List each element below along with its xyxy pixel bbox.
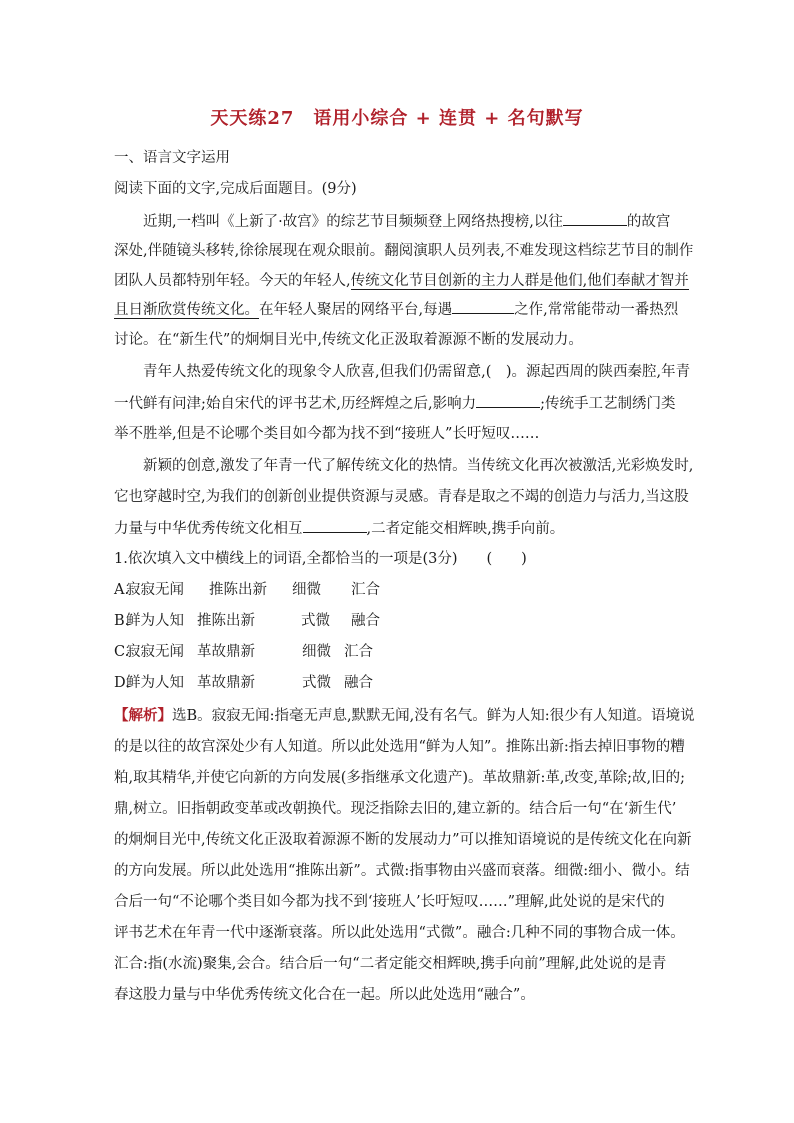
option-word: 寂寂无闻 bbox=[126, 644, 184, 660]
option-b bbox=[114, 611, 380, 631]
underlined-sentence: 且日渐欣赏传统文化。 bbox=[114, 302, 259, 318]
analysis-line: 的方向发展。所以此处选用“推陈出新”。式微:指事物由兴盛而衰落。细微:细小、微小。结 bbox=[114, 863, 690, 879]
instruction: 阅读下面的文字,完成后面题目。(9分) bbox=[114, 181, 357, 197]
option-word: 式微 bbox=[301, 613, 330, 629]
blank-line bbox=[476, 393, 540, 408]
option-word: 鲜为人知 bbox=[126, 675, 184, 691]
option-word: 推陈出新 bbox=[209, 582, 267, 598]
analysis-line: 鼎,树立。旧指朝政变革或改朝换代。现泛指除去旧的,建立新的。结合后一句“在‘新生代’ bbox=[114, 801, 677, 817]
analysis-line: 的炯炯目光中,传统文化正汲取着源源不断的发展动力”可以推知语境说的是传统文化在向新 bbox=[114, 832, 692, 848]
option-word: 融合 bbox=[344, 675, 373, 691]
option-c bbox=[114, 642, 373, 662]
analysis-line: 汇合:指(水流)聚集,会合。结合后一句“二者定能交相辉映,携手向前”理解,此处说的是青 bbox=[114, 956, 667, 972]
option-word: 推陈出新 bbox=[197, 613, 255, 629]
text-segment: 团队人员都特别年轻。今天的年轻人, bbox=[114, 273, 351, 289]
text-segment: ;传统手工艺制绣门类 bbox=[540, 396, 676, 412]
option-label: D. bbox=[114, 675, 130, 691]
option-a bbox=[114, 580, 380, 600]
passage-line: 青年人热爱传统文化的现象令人欣喜,但我们仍需留意,( )。源起西周的陕西秦腔,年青 bbox=[143, 364, 691, 380]
text-segment: 之作,常常能带动一番热烈 bbox=[514, 302, 679, 318]
passage-line: 举不胜举,但是不论哪个类目如今都为找不到“接班人”长吁短叹…… bbox=[114, 426, 540, 442]
text-segment: 选B。寂寂无闻:指毫无声息,默默无闻,没有名气。鲜为人知:很少有人知道。语境说 bbox=[172, 708, 695, 724]
option-word: 汇合 bbox=[344, 644, 373, 660]
question-stem: 1.依次填入文中横线上的词语,全都恰当的一项是(3分) ( ) bbox=[114, 551, 527, 567]
option-word: 细微 bbox=[292, 582, 321, 598]
analysis-line: 粕,取其精华,并使它向新的方向发展(多指继承文化遗产)。革故鼎新:革,改变,革除;故,旧的; bbox=[114, 770, 686, 786]
passage-line bbox=[114, 271, 689, 291]
blank-line bbox=[303, 518, 367, 533]
analysis-line: 评书艺术在年青一代中逐渐衰落。所以此处选用“式微”。融合:几种不同的事物合成一体。 bbox=[114, 925, 685, 941]
underlined-sentence: 传统文化节目创新的主力人群是他们,他们奉献才智并 bbox=[350, 273, 689, 289]
analysis-line: 春这股力量与中华优秀传统文化合在一起。所以此处选用“融合”。 bbox=[114, 987, 535, 1003]
option-word: 寂寂无闻 bbox=[126, 582, 184, 598]
analysis-line: 合后一句“不论哪个类目如今都为找不到‘接班人’长吁短叹……”理解,此处说的是宋代的 bbox=[114, 894, 665, 910]
option-label: C. bbox=[114, 644, 130, 660]
option-label: B. bbox=[114, 613, 130, 629]
text-segment: 力量与中华优秀传统文化相互 bbox=[114, 521, 303, 537]
blank-line bbox=[563, 211, 627, 226]
passage-line: 讨论。在“新生代”的炯炯目光中,传统文化正汲取着源源不断的发展动力。 bbox=[114, 332, 583, 348]
passage-line: 新颖的创意,激发了年青一代了解传统文化的热情。当传统文化再次被激活,光彩焕发时, bbox=[143, 458, 694, 474]
section-heading: 一、语言文字运用 bbox=[114, 150, 230, 166]
text-segment: 一代鲜有问津;始自宋代的评书艺术,历经辉煌之后,影响力 bbox=[114, 396, 477, 412]
option-word: 革故鼎新 bbox=[197, 675, 255, 691]
option-d bbox=[114, 673, 373, 693]
passage-line: 深处,伴随镜头移转,徐徐展现在观众眼前。翻阅演职人员列表,不难发现这档综艺节目的制作 bbox=[114, 243, 694, 259]
option-word: 融合 bbox=[351, 613, 380, 629]
passage-line bbox=[114, 393, 676, 414]
text-segment: 的故宫 bbox=[626, 214, 671, 230]
option-word: 革故鼎新 bbox=[197, 644, 255, 660]
blank-line bbox=[452, 299, 514, 314]
analysis-line bbox=[114, 706, 695, 726]
passage-line bbox=[114, 299, 678, 320]
option-word: 式微 bbox=[302, 675, 331, 691]
text-segment: ,二者定能交相辉映,携手向前。 bbox=[366, 521, 565, 537]
option-label: A. bbox=[114, 582, 130, 598]
option-word: 鲜为人知 bbox=[126, 613, 184, 629]
option-word: 汇合 bbox=[351, 582, 380, 598]
page-title: 天天练27 语用小综合 + 连贯 + 名句默写 bbox=[210, 108, 584, 129]
analysis-tag: 【解析】 bbox=[114, 707, 172, 724]
text-segment: 近期,一档叫《上新了·故宫》的综艺节目频频登上网络热搜榜,以往 bbox=[143, 214, 563, 230]
text-segment: 在年轻人聚居的网络平台,每遇 bbox=[259, 302, 453, 318]
passage-line bbox=[143, 211, 670, 232]
analysis-line: 的是以往的故宫深处少有人知道。所以此处选用“鲜为人知”。推陈出新:指去掉旧事物的糟 bbox=[114, 739, 685, 755]
passage-line: 它也穿越时空,为我们的创新创业提供资源与灵感。青春是取之不竭的创造力与活力,当这股 bbox=[114, 489, 689, 505]
option-word: 细微 bbox=[302, 644, 331, 660]
passage-line bbox=[114, 518, 564, 539]
